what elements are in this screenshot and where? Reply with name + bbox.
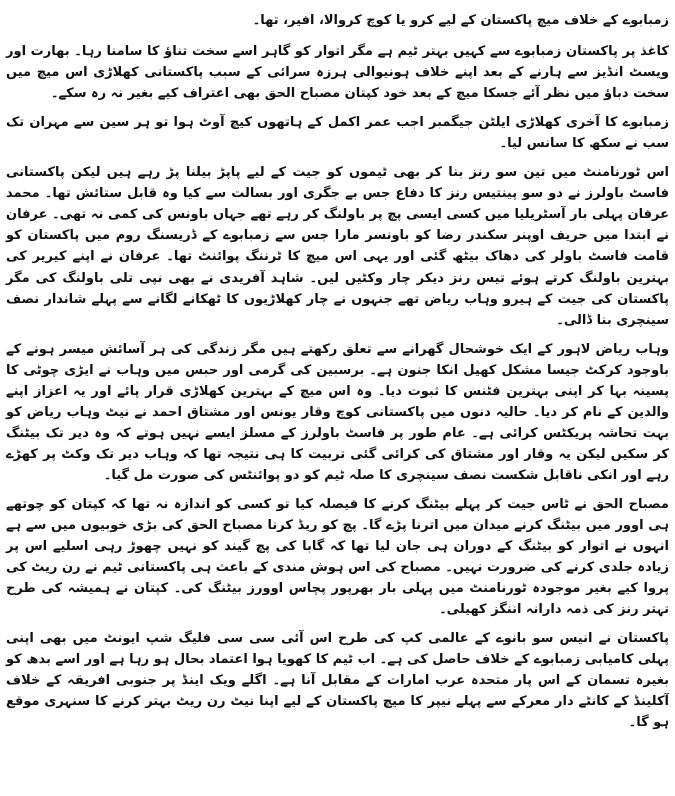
article-paragraph-2: زمبابوے کا آخری کھلاڑی ایلٹن جیگمبر اجب عمر اکمل کے ہاتھوں کیچ آوٹ ہوا تو ہر سین سے مہران تک سب نے سکھ کا سانس لیا۔ (6, 115, 669, 152)
article-paragraph-4: وہاب ریاض لاہور کے ایک خوشحال گھرانے سے تعلق رکھتے ہیں مگر زندگی کی ہر آسائش میسر ہونے کے باوجود کرکٹ جیسا مشکل کھیل انکا جنون ہے۔ برسبین کی گرمی اور حبس میں وہاب نے ایڑی چوٹی کا پسینہ بہا کر اپنی بہترین فٹنس کا ثبوت دیا۔ وہ اس میچ کے بہترین کھلاڑی قرار پائے اور یہ اعزاز اپنے والدین کے نام کر دیا۔ حالیہ دنوں میں پاکستانی کوچ وقار یونس اور مشتاق احمد نے نیٹ وہاب ریاض کو بہت تحاشہ پریکٹس کرائی ہے۔ عام طور پر فاسٹ باولرز کے مسلز ایسے نہیں ہوتے کہ وہ دیر تک بیٹنگ کر سکیں لیکن یہ وقار اور مشتاق کی کرائی گئی تربیت کا ہی نتیجہ تھا کہ وہاب دیر تک وکٹ پر کھڑے رہے اور انکی ناقابل شکست نصف سینچری کا صلہ ٹیم کو دو پوائنٹس کی صورت مل گیا۔ (6, 341, 669, 483)
article-paragraph-3: اس ٹورنامنٹ میں تین سو رنز بنا کر بھی ٹیموں کو جیت کے لیے پاپڑ بیلنا پڑ رہے ہیں لیکن پاکستانی فاسٹ باولرز نے دو سو پینتیس رنز کا دفاع جس بے جگری اور بسالت سے کیا وہ قابل ستائش تھا۔ محمد عرفان پہلی بار آسٹریلیا میں کسی ایسی پچ پر باولنگ کر رہے تھے جہاں باونس کی کمی نہ تھی۔ عرفان نے ابتدا میں حریف اوپنر سکندر رضا کو باونسر مارا جس سے زمبابوے کے ڈریسنگ روم میں پاکستان کو قامت فاسٹ باولر کی دھاک بیٹھ گئی اور یہی اس میچ کا ٹرننگ پوائنٹ تھا۔ عرفان نے اپنے کیریر کی بہترین باولنگ کرتے ہوئے تیس رنز دیکر چار وکٹیں لیں۔ شاہد آفریدی نے بھی نپی تلی باولنگ کی مگر پاکستان کی جیت کے ہیرو وہاب ریاض تھے جنہوں نے چار کھلاڑیوں کا ٹھکانے لگانے سے پہلے شاندار نصف سینچری بنا ڈالی۔ (6, 165, 669, 328)
article-paragraph-6: پاکستان نے انیس سو بانوے کے عالمی کپ کی طرح اس آئی سی سی فلیگ شپ ایونٹ میں بھی اپنی پہلی کامیابی زمبابوے کے خلاف حاصل کی ہے۔ اب ٹیم کا کھویا ہوا اعتماد بحال ہو رہا ہے اور اسے بدھ کو بغیرہ تسمان کے اس پار متحدہ عرب امارات کے مقابل آنا ہے۔ اگلے ویک اینڈ پر جنوبی افریقہ کے خلاف آکلینڈ کے کانٹے دار معرکے سے پہلے نیپر کا میچ پاکستان کے لیے اپنا نیٹ رن ریٹ بہتر کرنے کا سنہری موقع ہو گا۔ (6, 631, 669, 731)
article-headline: زمبابوے کے خلاف میچ پاکستان کے لیے کرو یا کوچ کروالا، افیر، تھا۔ (252, 13, 669, 28)
article-paragraph-5: مصباح الحق نے ٹاس جیت کر پہلے بیٹنگ کرنے کا فیصلہ کیا تو کسی کو اندازہ نہ تھا کہ کپتان کو چوتھے ہی اوور میں بیٹنگ کرنے میدان میں اترنا پڑے گا۔ پچ کو ریڈ کرنا مصباح الحق کی بڑی خوبیوں میں سے ہے انہوں نے اتوار کو بیٹنگ کے دوران ہی جان لیا تھا کہ گابا کی پچ گیند کو نہیں چھوڑ رہی اسلیے اس پر زیادہ جلدی کرنے کی ضرورت نہیں۔ مصباح کی اس ہوش مندی کے باعث ہی پاکستانی ٹیم نے رن ریٹ کی پروا کیے بغیر موجودہ ٹورنامنٹ میں پہلی بار بھرپور پچاس اوورز بیٹنگ کی۔ کپتان نے ہمیشہ کی طرح تہتر رنز کی ذمہ دارانہ اننگز کھیلی۔ (6, 496, 669, 618)
article (6, 10, 669, 742)
article-paragraph-1: کاغذ پر پاکستان زمبابوے سے کہیں بہتر ٹیم ہے مگر اتوار کو گاہر اسے سخت تناؤ کا سامنا رہا۔ بھارت اور ویسٹ انڈیز سے ہارنے کے بعد اپنے خلاف ہونیوالی ہرزہ سرائی کے سبب پاکستانی کھلاڑی اس میچ میں سخت دباؤ میں نظر آئے جسکا میچ کے بعد خود کپتان مصباح الحق بھی اعتراف کیے بغیر نہ رہ سکے۔ (6, 44, 669, 102)
